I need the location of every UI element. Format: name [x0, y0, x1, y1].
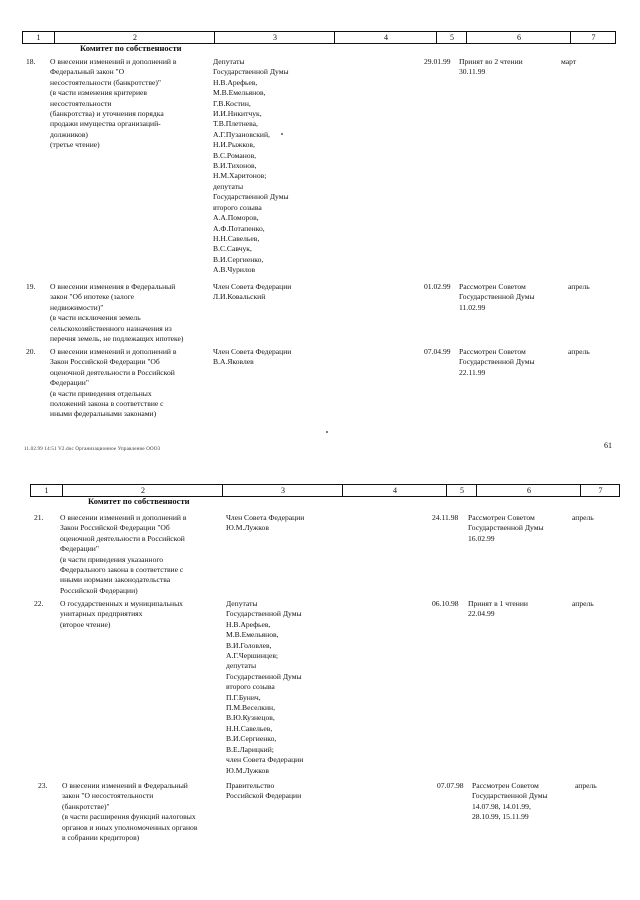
- bill-status: Принят в 1 чтении 22.04.99: [468, 599, 528, 619]
- column-header: 2: [54, 32, 215, 43]
- column-header: 5: [436, 32, 467, 43]
- bill-date: 07.04.99: [424, 347, 451, 356]
- column-header: 5: [446, 485, 477, 496]
- bill-title: О внесении изменений и дополнений в Федеральный закон "О несостоятельности (банкротстве)" (в части изменения критериев несостоятельности (банкротства) и уточнения порядка продажи имущества организаций- должников) (третье чтение): [50, 57, 177, 150]
- column-header: 1: [44, 486, 49, 495]
- column-header: 4: [342, 485, 447, 496]
- row-number: 21.: [34, 513, 44, 522]
- page-number: 61: [604, 441, 612, 450]
- footer-code: 11.02.99 14:51 V2.doc Организационное Управление ООО3: [24, 447, 161, 452]
- section-title: Комитет по собственности: [88, 496, 190, 506]
- bill-authors: Член Совета Федерации В.А.Яковлев: [213, 347, 292, 367]
- bill-status: Рассмотрен Советом Государственной Думы 16.02.99: [468, 513, 544, 543]
- bill-month: апрель: [568, 282, 590, 291]
- row-number: 19.: [26, 282, 36, 291]
- bill-date: 06.10.98: [432, 599, 459, 608]
- column-header: 6: [476, 485, 581, 496]
- bill-month: март: [561, 57, 577, 66]
- bill-month: апрель: [572, 599, 594, 608]
- column-header: 7: [570, 32, 616, 43]
- bill-authors: Член Совета Федерации Ю.М.Лужков: [226, 513, 305, 533]
- bill-authors: Правительство Российской Федерации: [226, 781, 302, 801]
- column-header: 3: [222, 485, 343, 496]
- bill-title: О внесении изменения в Федеральный закон "Об ипотеке (залоге недвижимости)" (в части исключения земель сельскохозяйственного назначения из перечня земель, не подлежащих ипотеке): [50, 282, 184, 344]
- bill-month: апрель: [575, 781, 597, 790]
- row-number: 23.: [38, 781, 48, 790]
- bill-date: 24.11.98: [432, 513, 459, 522]
- bill-status: Рассмотрен Советом Государственной Думы 22.11.99: [459, 347, 535, 377]
- bill-title: О внесении изменений в Федеральный закон "О несостоятельности (банкротстве)" (в части расширения функций налоговых органов и иных уполномоченных органов в собрании кредиторов): [62, 781, 198, 843]
- column-header: 4: [334, 32, 437, 43]
- bill-authors: Депутаты Государственной Думы Н.В.Арефьев, М.В.Емельянов, В.И.Головлев, А.Г.Чершинцев; депутаты Государственной Думы второго созыва П.Г.Бунич, П.М.Веселкин, В.Ю.Кузнецов, Н.Н.Савельев, В.И.Сергиенко, В.Е.Ларицкий; член Совета Федерации Ю.М.Лужков: [226, 599, 304, 775]
- row-number: 22.: [34, 599, 44, 608]
- column-header: 6: [466, 32, 571, 43]
- scan-speck: [281, 133, 283, 135]
- scan-speck: [326, 431, 328, 433]
- section-title: Комитет по собственности: [80, 43, 182, 53]
- row-number: 18.: [26, 57, 36, 66]
- page-2: [0, 460, 640, 900]
- column-header: 2: [62, 485, 223, 496]
- bill-date: 01.02.99: [424, 282, 451, 291]
- column-header: 1: [36, 33, 41, 42]
- bill-authors: Депутаты Государственной Думы Н.В.Арефьев, М.В.Емельянов, Г.В.Костин, И.И.Никитчук, Т.В.Плетнева, А.Г.Пузановский, Н.И.Рыжков, В.С.Романов, В.И.Тихонов, Н.М.Харитонов; депутаты Государственной Думы второго созыва А.А.Поморов, А.Ф.Потапенко, Н.Н.Савельев, В.С.Савчук, В.И.Сергиенко, А.В.Чурилов: [213, 57, 289, 275]
- bill-title: О внесении изменений и дополнений в Закон Российской Федерации "Об оценочной деятельности в Российской Федерации" (в части приведения отдельных положений закона в соответствие с иными федеральными законами): [50, 347, 177, 419]
- bill-status: Принят во 2 чтении 30.11.99: [459, 57, 523, 77]
- bill-authors: Член Совета Федерации Л.И.Ковальский: [213, 282, 292, 302]
- bill-month: апрель: [572, 513, 594, 522]
- bill-title: О государственных и муниципальных унитарных предприятиях (второе чтение): [60, 599, 183, 629]
- row-number: 20.: [26, 347, 36, 356]
- bill-status: Рассмотрен Советом Государственной Думы 14.07.98, 14.01.99, 28.10.99, 15.11.99: [472, 781, 548, 822]
- bill-month: апрель: [568, 347, 590, 356]
- bill-title: О внесении изменений и дополнений в Закон Российской Федерации "Об оценочной деятельности в Российской Федерации" (в части приведения указанного Федерального закона в соответствие с иными нормами законодательства Российской Федерации): [60, 513, 187, 595]
- column-header: 3: [214, 32, 335, 43]
- column-header: 7: [580, 485, 620, 496]
- bill-date: 07.07.98: [437, 781, 464, 790]
- bill-date: 29.01.99: [424, 57, 451, 66]
- bill-status: Рассмотрен Советом Государственной Думы 11.02.99: [459, 282, 535, 312]
